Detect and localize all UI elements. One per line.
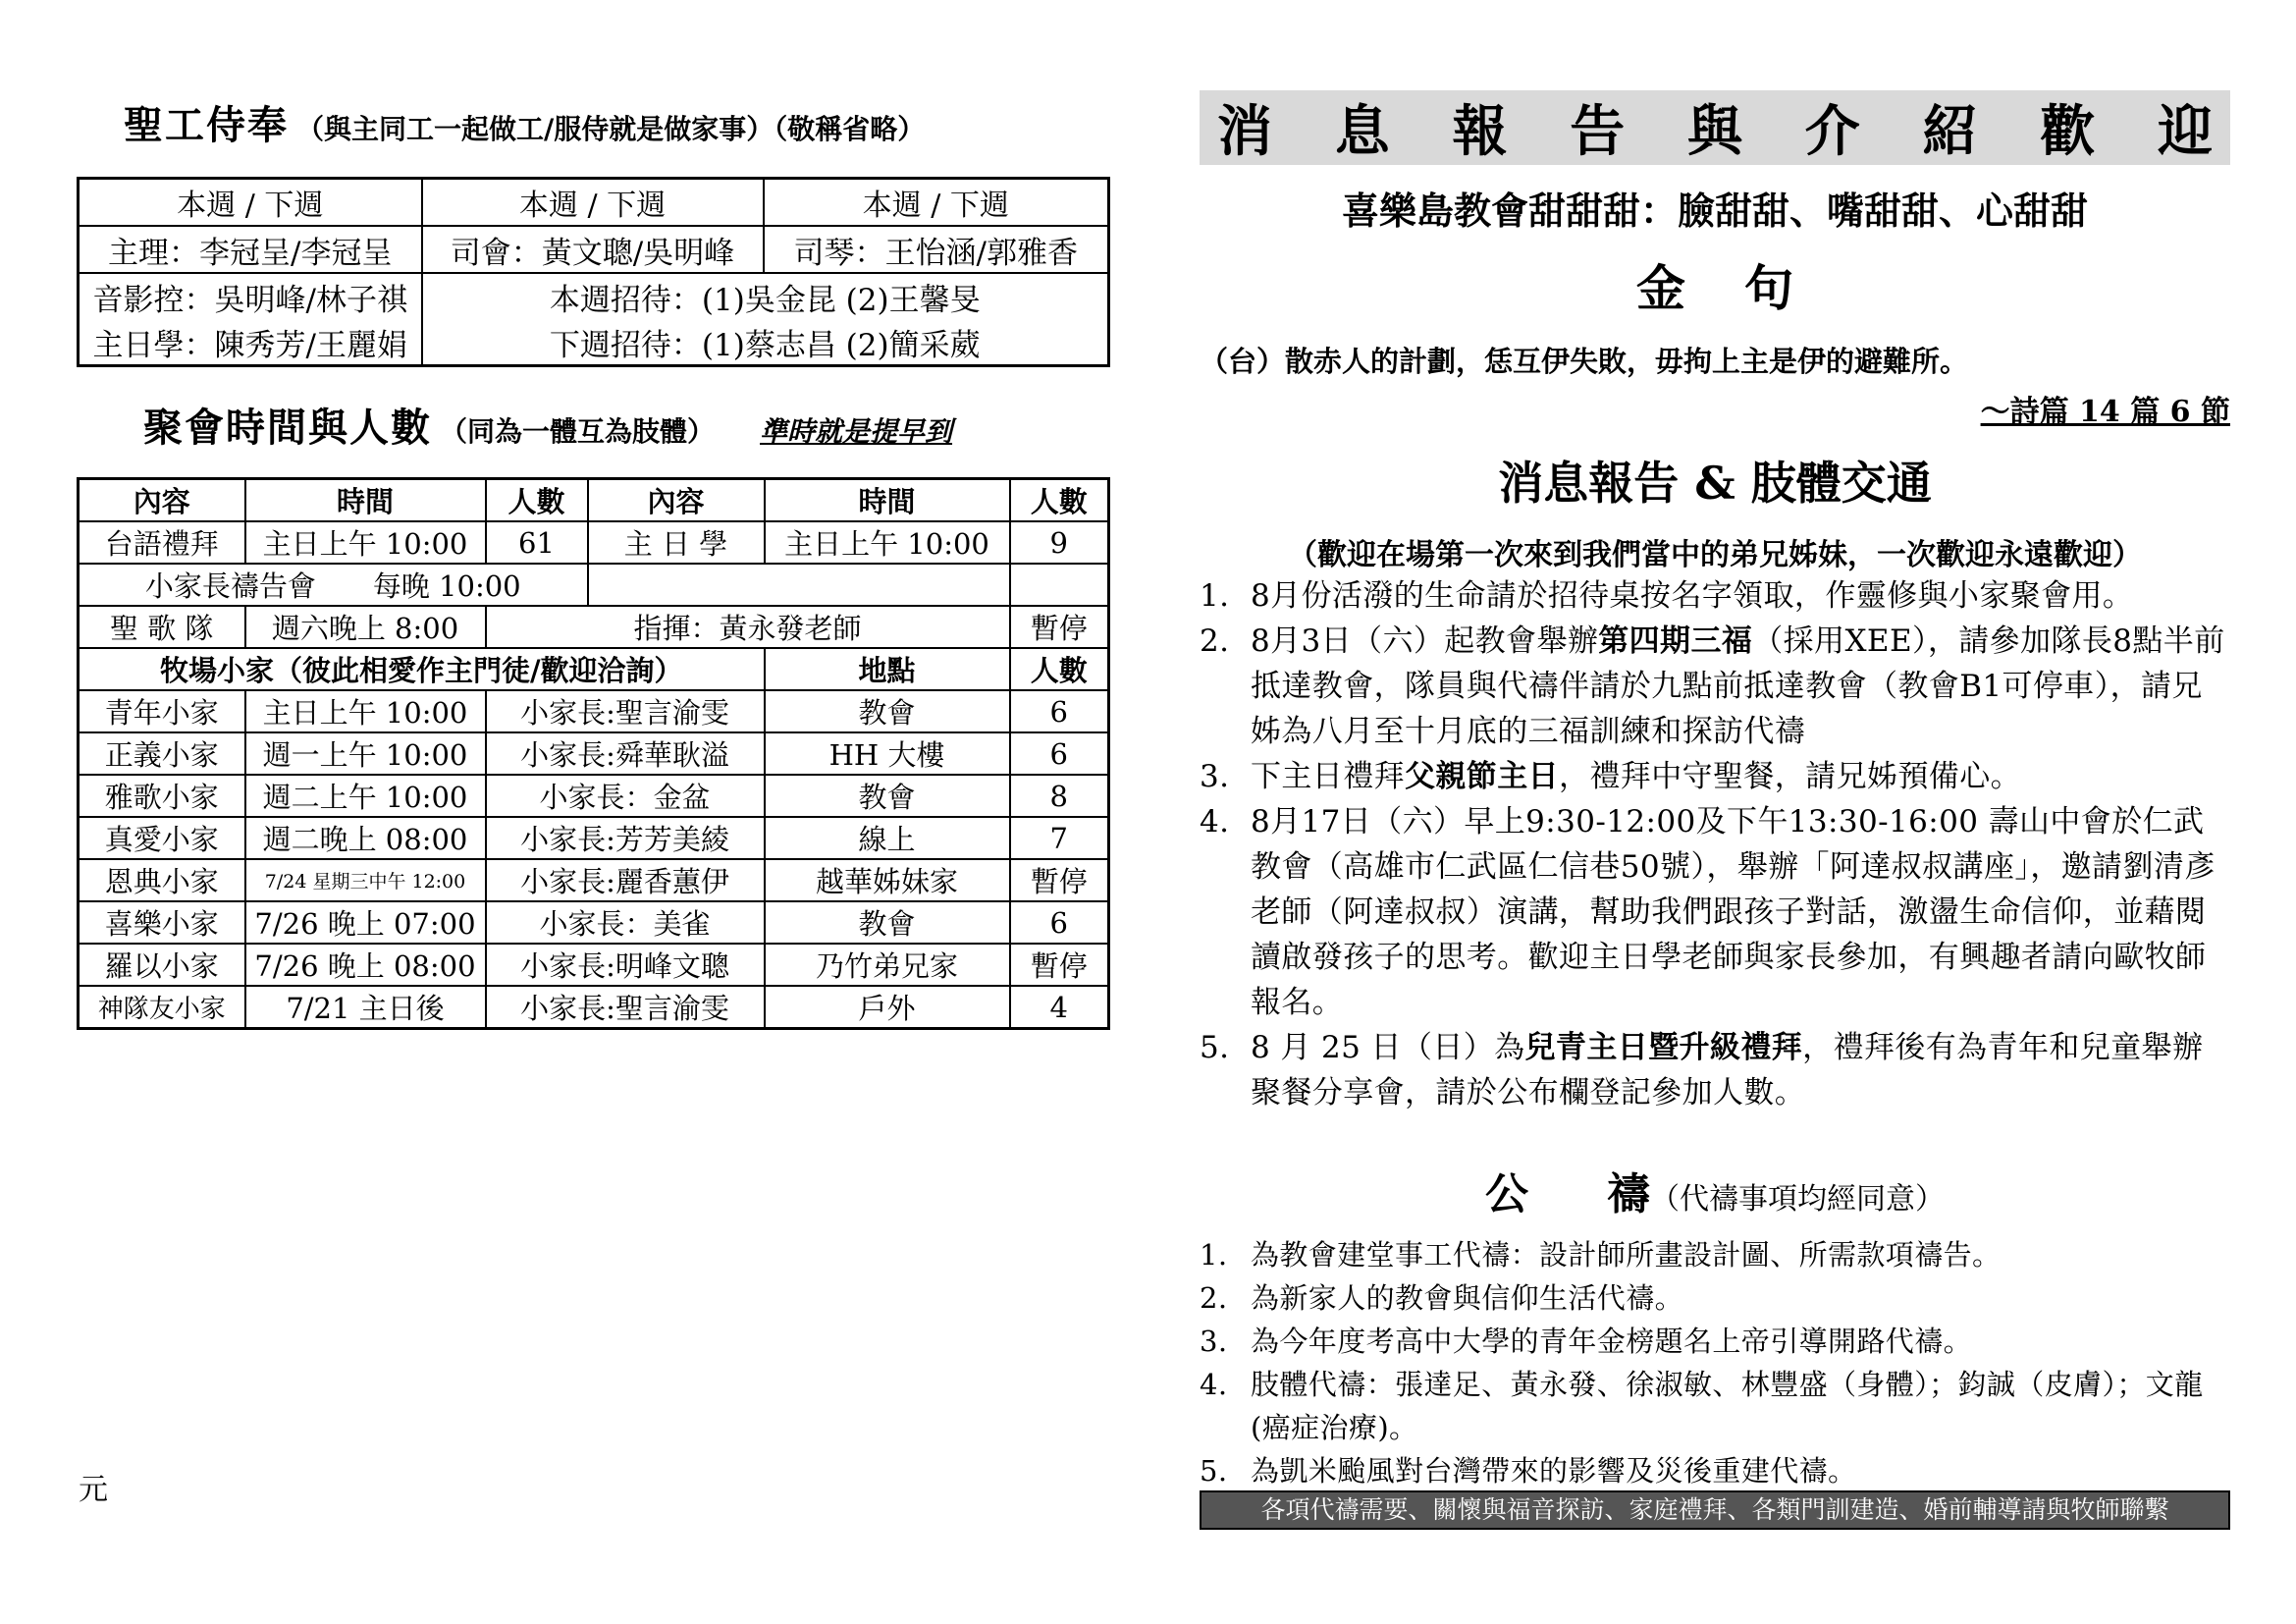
group-leader: 小家長:聖言渝雯 <box>486 690 765 732</box>
list-item <box>1200 573 2230 619</box>
item-number: 5. <box>1200 1454 1228 1488</box>
group-time: 週二晚上 08:00 <box>245 817 486 859</box>
group-location: 教會 <box>765 775 1010 817</box>
group-name: 神隊友小家 <box>79 986 245 1029</box>
meeting-header-row <box>79 479 1109 522</box>
group-count: 7 <box>1010 817 1109 859</box>
meeting-slogan: 準時就是提早到 <box>760 415 953 448</box>
left-page <box>77 0 1109 1624</box>
verse-text: （台）散赤人的計劃，恁互伊失敗，毋拘上主是伊的避難所。 <box>1200 345 1969 378</box>
item-number: 3. <box>1200 759 1230 794</box>
group-name: 正義小家 <box>79 732 245 775</box>
item-text: （採用XEE），請參加隊長8點半前抵達教會，隊員與代禱伴請於九點前抵達教會（教會B1可停車），請兄姊為八月至十月底的三福訓練和探訪代禱 <box>1251 623 2225 749</box>
group-time: 週一上午 10:00 <box>245 732 486 775</box>
service-av: 音影控：吳明峰/林子祺 <box>79 273 422 319</box>
group-location-header: 地點 <box>765 648 1010 690</box>
group-leader: 小家長:麗香蕙伊 <box>486 859 765 901</box>
item-text: 肢體代禱：張達足、黃永發、徐淑敏、林豐盛（身體）；鈞誠（皮膚）；文龍(癌症治療)。 <box>1251 1368 2204 1444</box>
item-highlight: 父親節主日 <box>1405 759 1559 794</box>
prayer-heading <box>1200 1159 2230 1221</box>
item-text: 為今年度考高中大學的青年金榜題名上帝引導開路代禱。 <box>1251 1325 1973 1358</box>
service-host-next-week: 下週招待：(1)蔡志昌 (2)簡采葳 <box>422 319 1109 366</box>
group-count: 暫停 <box>1010 859 1109 901</box>
banner-char: 介 <box>1804 99 1860 164</box>
banner-char: 迎 <box>2158 99 2213 164</box>
group-count: 8 <box>1010 775 1109 817</box>
table-row <box>79 521 1109 564</box>
col-time-1: 時間 <box>245 479 486 522</box>
group-count: 4 <box>1010 986 1109 1029</box>
group-time: 7/26 晚上 08:00 <box>245 944 486 986</box>
prayer-title-a: 公 <box>1485 1169 1528 1219</box>
choir-conductor: 指揮：黃永發老師 <box>486 606 1010 648</box>
col-content-2: 內容 <box>588 479 765 522</box>
banner-char: 消 <box>1217 99 1272 164</box>
empty-cell <box>588 564 1010 606</box>
col-count-1: 人數 <box>486 479 588 522</box>
group-name: 喜樂小家 <box>79 901 245 944</box>
group-header-row <box>79 648 1109 690</box>
group-time: 主日上午 10:00 <box>245 690 486 732</box>
list-item <box>1200 1320 2230 1363</box>
verse-reference: ～詩篇 14 篇 6 節 <box>1980 395 2230 429</box>
sunday-school-time: 主日上午 10:00 <box>765 521 1010 564</box>
item-number: 1. <box>1200 1238 1228 1272</box>
group-location: 教會 <box>765 690 1010 732</box>
banner-char: 息 <box>1334 99 1390 164</box>
prayer-list <box>1200 1233 2230 1492</box>
meeting-title: 聚會時間與人數 <box>143 405 432 451</box>
footer-mark: 元 <box>79 1473 108 1507</box>
contact-bar: 各項代禱需要、關懷與福音探訪、家庭禮拜、各類門訓建造、婚前輔導請與牧師聯繫 <box>1200 1490 2230 1530</box>
group-leader: 小家長:聖言渝雯 <box>486 986 765 1029</box>
table-row <box>79 732 1109 775</box>
welcome-text: （歡迎在場第一次來到我們當中的弟兄姊妹，一次歡迎永遠歡迎） <box>1288 538 2142 572</box>
table-row <box>79 901 1109 944</box>
service-header-2: 本週 / 下週 <box>422 179 764 227</box>
service-leader: 主理：李冠呈/李冠呈 <box>79 226 422 273</box>
group-name: 青年小家 <box>79 690 245 732</box>
list-item <box>1200 1449 2230 1492</box>
table-row <box>79 986 1109 1029</box>
table-row <box>79 606 1109 648</box>
item-text: 下主日禮拜 <box>1251 759 1405 794</box>
list-item <box>1200 1233 2230 1276</box>
item-text: ，禮拜後有為青年和兒童舉辦聚餐分享會，請於公布欄登記參加人數。 <box>1251 1030 2204 1110</box>
group-name: 真愛小家 <box>79 817 245 859</box>
list-item <box>1200 1363 2230 1449</box>
group-name: 羅以小家 <box>79 944 245 986</box>
table-row <box>79 690 1109 732</box>
table-row <box>79 564 1109 606</box>
item-number: 4. <box>1200 1368 1228 1401</box>
banner-char: 報 <box>1452 99 1508 164</box>
worship-count: 61 <box>486 521 588 564</box>
list-item <box>1200 1025 2230 1115</box>
service-header-1: 本週 / 下週 <box>79 179 422 227</box>
prayer-note: （代禱事項均經同意） <box>1650 1182 1945 1217</box>
group-leader: 小家長:芳芳美綾 <box>486 817 765 859</box>
prayer-title-b: 禱 <box>1607 1169 1650 1219</box>
group-location: 戶外 <box>765 986 1010 1029</box>
group-time: 7/24 星期三中午 12:00 <box>245 859 486 901</box>
group-location: 線上 <box>765 817 1010 859</box>
col-time-2: 時間 <box>765 479 1010 522</box>
group-count: 6 <box>1010 901 1109 944</box>
list-item <box>1200 754 2230 799</box>
meeting-heading <box>143 397 952 453</box>
service-note: （與主同工一起做工/服侍就是做家事）（敬稱省略） <box>296 113 926 145</box>
sunday-school-name: 主 日 學 <box>588 521 765 564</box>
item-highlight: 兒青主日暨升級禮拜 <box>1524 1030 1803 1065</box>
table-row <box>79 859 1109 901</box>
col-content-1: 內容 <box>79 479 245 522</box>
item-text: 8月3日（六）起教會舉辦 <box>1251 623 1599 659</box>
service-header-3: 本週 / 下週 <box>764 179 1109 227</box>
worship-name: 台語禮拜 <box>79 521 245 564</box>
meeting-note: （同為一體互為肢體） <box>440 415 716 448</box>
table-row <box>79 944 1109 986</box>
group-location: 教會 <box>765 901 1010 944</box>
group-count: 6 <box>1010 732 1109 775</box>
group-time: 7/21 主日後 <box>245 986 486 1029</box>
group-name: 雅歌小家 <box>79 775 245 817</box>
group-location: HH 大樓 <box>765 732 1010 775</box>
news-title: 消息報告 & 肢體交通 <box>1498 457 1932 510</box>
banner-char: 紹 <box>1922 99 1978 164</box>
verse-title: 金句 <box>1636 259 1852 317</box>
list-item <box>1200 1276 2230 1320</box>
item-text: 8 月 25 日（日）為 <box>1251 1030 1525 1065</box>
list-item <box>1200 619 2230 754</box>
group-location: 越華姊妹家 <box>765 859 1010 901</box>
item-number: 5. <box>1200 1030 1230 1065</box>
group-time: 週二上午 10:00 <box>245 775 486 817</box>
item-text: 為教會建堂事工代禱：設計師所畫設計圖、所需款項禱告。 <box>1251 1238 2002 1272</box>
list-item <box>1200 799 2230 1025</box>
item-text: 8月份活潑的生命請於招待桌按名字領取，作靈修與小家聚會用。 <box>1251 578 2134 614</box>
item-highlight: 第四期三福 <box>1598 623 1753 659</box>
item-text: ，禮拜中守聖餐，請兄姊預備心。 <box>1559 759 2021 794</box>
banner-char: 與 <box>1687 99 1742 164</box>
group-count: 6 <box>1010 690 1109 732</box>
item-text: 8月17日（六）早上9:30-12:00及下午13:30-16:00 壽山中會於仁武教會（高雄市仁武區仁信巷50號），舉辦「阿達叔叔講座」，邀請劉清彥老師（阿達叔叔）演講，幫助我們跟孩子對話，激盪生命信仰，並藉閱讀啟發孩子的思考。歡迎主日學老師與家長參加，有興趣者請向歐牧師報名。 <box>1251 804 2216 1020</box>
group-leader: 小家長:明峰文聰 <box>486 944 765 986</box>
service-host: 司會：黃文聰/吳明峰 <box>422 226 764 273</box>
item-number: 3. <box>1200 1325 1228 1358</box>
group-leader: 小家長:舜華耿溢 <box>486 732 765 775</box>
group-count-header: 人數 <box>1010 648 1109 690</box>
sunday-school-count: 9 <box>1010 521 1109 564</box>
group-time: 7/26 晚上 07:00 <box>245 901 486 944</box>
church-motto: 喜樂島教會甜甜甜：臉甜甜、嘴甜甜、心甜甜 <box>1341 189 2088 233</box>
group-header: 牧場小家（彼此相愛作主門徒/歡迎洽詢） <box>79 648 765 690</box>
service-pianist: 司琴：王怡涵/郭雅香 <box>764 226 1109 273</box>
worship-time: 主日上午 10:00 <box>245 521 486 564</box>
group-name: 恩典小家 <box>79 859 245 901</box>
service-heading <box>124 94 925 150</box>
banner-char: 歡 <box>2040 99 2096 164</box>
item-text: 為新家人的教會與信仰生活代禱。 <box>1251 1281 1684 1315</box>
group-leader: 小家長：美雀 <box>486 901 765 944</box>
item-number: 2. <box>1200 1281 1228 1315</box>
prayer-meeting: 小家長禱告會 每晚 10:00 <box>79 564 588 606</box>
empty-cell <box>1010 564 1109 606</box>
choir-time: 週六晚上 8:00 <box>245 606 486 648</box>
service-sunday-school: 主日學：陳秀芳/王麗娟 <box>79 319 422 366</box>
table-row <box>79 775 1109 817</box>
right-page <box>1200 0 2230 1624</box>
choir-name: 聖 歌 隊 <box>79 606 245 648</box>
item-text: 為凱米颱風對台灣帶來的影響及災後重建代禱。 <box>1251 1454 1857 1488</box>
service-title: 聖工侍奉 <box>124 102 289 148</box>
group-leader: 小家長：金盆 <box>486 775 765 817</box>
choir-status: 暫停 <box>1010 606 1109 648</box>
table-row <box>79 817 1109 859</box>
meeting-table <box>77 477 1110 1030</box>
banner-char: 告 <box>1570 99 1626 164</box>
item-number: 1. <box>1200 578 1230 614</box>
item-number: 4. <box>1200 804 1230 839</box>
group-location: 乃竹弟兄家 <box>765 944 1010 986</box>
col-count-2: 人數 <box>1010 479 1109 522</box>
group-count: 暫停 <box>1010 944 1109 986</box>
service-table <box>77 177 1110 367</box>
news-banner <box>1200 90 2230 165</box>
item-number: 2. <box>1200 623 1230 659</box>
news-list <box>1200 573 2230 1115</box>
service-host-this-week: 本週招待：(1)吳金昆 (2)王馨旻 <box>422 273 1109 319</box>
